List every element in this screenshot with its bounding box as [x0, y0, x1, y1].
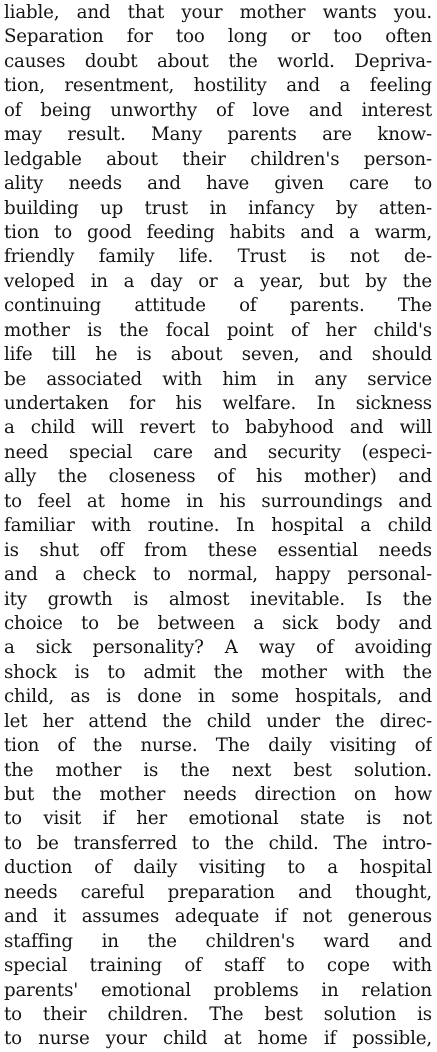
body-text: [4, 0, 432, 1052]
text-line: life till he is about seven, and should: [4, 344, 432, 366]
text-line: the mother is the next best solution.: [4, 759, 432, 781]
text-line: special training of staff to cope with: [4, 955, 432, 977]
text-line: let her attend the child under the direc-: [4, 710, 432, 732]
text-line: building up trust in infancy by atten-: [4, 197, 432, 219]
text-line: and it assumes adequate if not generous: [4, 906, 432, 928]
text-line: ity growth is almost inevitable. Is the: [4, 588, 432, 610]
text-line: may result. Many parents are know-: [4, 124, 432, 146]
text-line: need special care and security (especi-: [4, 441, 432, 463]
text-line: of being unworthy of love and interest: [4, 99, 432, 121]
text-line: staffing in the children's ward and: [4, 930, 432, 952]
text-line: to visit if her emotional state is not: [4, 808, 432, 830]
text-line: undertaken for his welfare. In sickness: [4, 393, 432, 414]
text-line: tion, resentment, hostility and a feeling: [4, 75, 432, 97]
text-line: to their children. The best solution is: [4, 1003, 432, 1025]
text-line: duction of daily visiting to a hospital: [4, 857, 432, 879]
text-line: friendly family life. Trust is not de-: [4, 246, 432, 268]
text-line: a child will revert to babyhood and will: [4, 417, 432, 439]
text-line: liable, and that your mother wants you.: [4, 2, 432, 23]
text-line: causes doubt about the world. Depriva-: [4, 50, 432, 72]
text-line: be associated with him in any service: [4, 368, 432, 390]
text-line: tion of the nurse. The daily visiting of: [4, 735, 432, 757]
text-line: familiar with routine. In hospital a child: [4, 515, 432, 537]
text-line: Separation for too long or too often: [4, 26, 432, 48]
text-line: a sick personality? A way of avoiding: [4, 637, 432, 659]
document-page: [4, 0, 432, 1050]
text-line: to feel at home in his surroundings and: [4, 490, 432, 512]
text-line: tion to good feeding habits and a warm,: [4, 221, 432, 243]
text-line: but the mother needs direction on how: [4, 784, 432, 805]
text-line: parents' emotional problems in relation: [4, 979, 432, 1001]
text-line: ally the closeness of his mother) and: [4, 466, 432, 488]
text-line: shock is to admit the mother with the: [4, 661, 432, 683]
text-line: choice to be between a sick body and: [4, 612, 432, 634]
text-line: is shut off from these essential needs: [4, 539, 432, 561]
text-line: veloped in a day or a year, but by the: [4, 270, 432, 292]
text-line: to be transferred to the child. The intro-: [4, 832, 432, 854]
text-line: child, as is done in some hospitals, and: [4, 686, 432, 708]
text-line: to nurse your child at home if possible,: [4, 1028, 432, 1050]
text-line: ality needs and have given care to: [4, 173, 432, 195]
text-line: and a check to normal, happy personal-: [4, 564, 432, 586]
text-line: continuing attitude of parents. The: [4, 295, 432, 317]
text-line: needs careful preparation and thought,: [4, 881, 432, 903]
text-line: ledgable about their children's person-: [4, 148, 432, 170]
text-line: mother is the focal point of her child's: [4, 319, 432, 341]
